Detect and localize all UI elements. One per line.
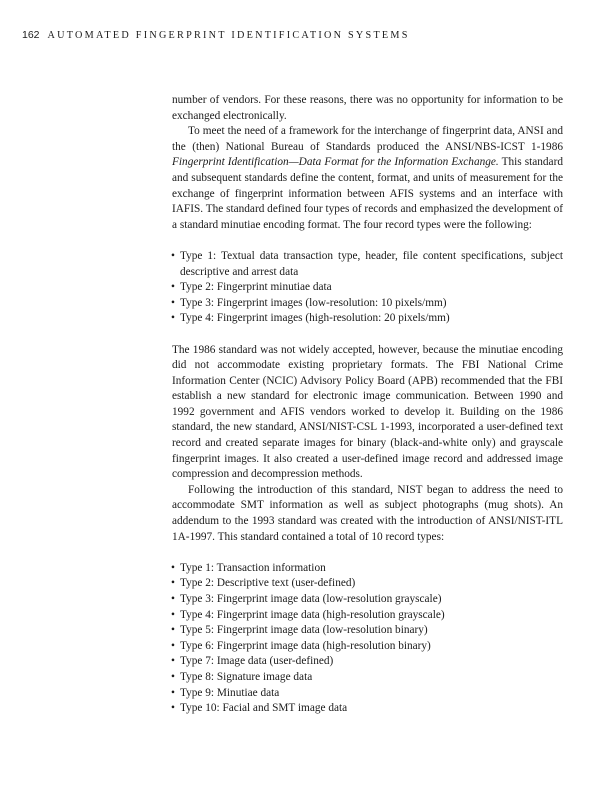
record-types-list-1997	[172, 561, 563, 717]
list-item	[172, 670, 563, 686]
list-item	[172, 576, 563, 592]
bullet: •	[171, 296, 175, 309]
list-item-text: Type 6: Fingerprint image data (high-resolution binary)	[180, 639, 431, 652]
bullet: •	[171, 561, 175, 574]
bullet: •	[171, 577, 175, 590]
paragraph-2-end: This standard and subsequent standards define the content, format, and units of measurement for the exchange of fingerprint information between AFIS systems and an interface with IAFIS. The standard defined four types of records and emphasized the development of a standard minutiae encoding format. The four record types were the following:	[172, 156, 563, 231]
bullet: •	[171, 655, 175, 668]
bullet: •	[171, 312, 175, 325]
list-item-text: Type 10: Facial and SMT image data	[180, 702, 348, 715]
body-text	[172, 93, 563, 732]
list-item	[172, 249, 563, 280]
bullet: •	[171, 702, 175, 715]
running-head	[22, 29, 582, 41]
list-item-text: Type 8: Signature image data	[180, 670, 313, 683]
list-item-text: Type 4: Fingerprint images (high-resolution: 20 pixels/mm)	[180, 312, 450, 325]
list-item	[172, 280, 563, 296]
list-item	[172, 608, 563, 624]
bullet: •	[171, 593, 175, 605]
running-title: AUTOMATED FINGERPRINT IDENTIFICATION SYSTEMS	[47, 30, 410, 41]
list-item-text: Type 5: Fingerprint image data (low-resolution binary)	[180, 624, 428, 637]
bullet: •	[171, 249, 175, 262]
list-item	[172, 654, 563, 670]
bullet: •	[171, 639, 175, 652]
list-item-text: Type 4: Fingerprint image data (high-resolution grayscale)	[180, 608, 445, 621]
list-item-text: Type 2: Fingerprint minutiae data	[180, 281, 332, 294]
bullet: •	[171, 624, 175, 637]
list-item	[172, 592, 563, 608]
list-item	[172, 296, 563, 312]
paragraph-2-start: To meet the need of a framework for the interchange of fingerprint data, ANSI and the (then) National Bureau of Standards produced the ANSI/NBS-ICST 1-1986	[172, 125, 563, 153]
page-number: 162	[22, 29, 40, 41]
list-item-text: Type 3: Fingerprint image data (low-resolution grayscale)	[180, 593, 442, 605]
bullet: •	[171, 686, 175, 699]
paragraph-3: The 1986 standard was not widely accepted, however, because the minutiae encoding did not accommodate existing proprietary formats. The FBI National Crime Information Center (NCIC) Advisory Policy Board (APB) recommended that the FBI establish a new standard for electronic image communication. Between 1990 and 1992 government and AFIS vendors worked to develop it. Building on the 1986 standard, the new standard, ANSI/NIST-CSL 1-1993, incorporated a user-defined text record and created separate images for binary (black-and-white only) and grayscale fingerprint images. It also created a user-defined image record and addressed image compression and decompression methods.	[172, 343, 563, 481]
paragraph-1: number of vendors. For these reasons, there was no opportunity for information to be exchanged electronically.	[172, 94, 563, 122]
list-item-text: Type 9: Minutiae data	[180, 686, 280, 699]
paragraph-2	[172, 124, 563, 233]
list-item-text: Type 1: Transaction information	[180, 561, 326, 574]
list-item	[172, 701, 563, 717]
paragraph-4: Following the introduction of this standard, NIST began to address the need to accommodate SMT information as well as subject photographs (mug shots). An addendum to the 1993 standard was created with the introduction of ANSI/NIST-ITL 1A-1997. This standard contained a total of 10 record types:	[172, 483, 563, 543]
bullet: •	[171, 608, 175, 621]
list-item	[172, 623, 563, 639]
list-item	[172, 686, 563, 702]
standard-title: Fingerprint Identification—Data Format for the Information Exchange.	[172, 156, 499, 169]
list-item-text: Type 7: Image data (user-defined)	[180, 655, 334, 668]
list-item-text: Type 2: Descriptive text (user-defined)	[180, 577, 356, 590]
list-item	[172, 311, 563, 327]
bullet: •	[171, 281, 175, 294]
list-item	[172, 561, 563, 577]
list-item	[172, 639, 563, 655]
list-item-text: Type 3: Fingerprint images (low-resolution: 10 pixels/mm)	[180, 296, 447, 309]
record-types-list-1986	[172, 249, 563, 327]
list-item-text: Type 1: Textual data transaction type, header, file content specifications, subject descriptive and arrest data	[180, 249, 563, 278]
bullet: •	[171, 670, 175, 683]
